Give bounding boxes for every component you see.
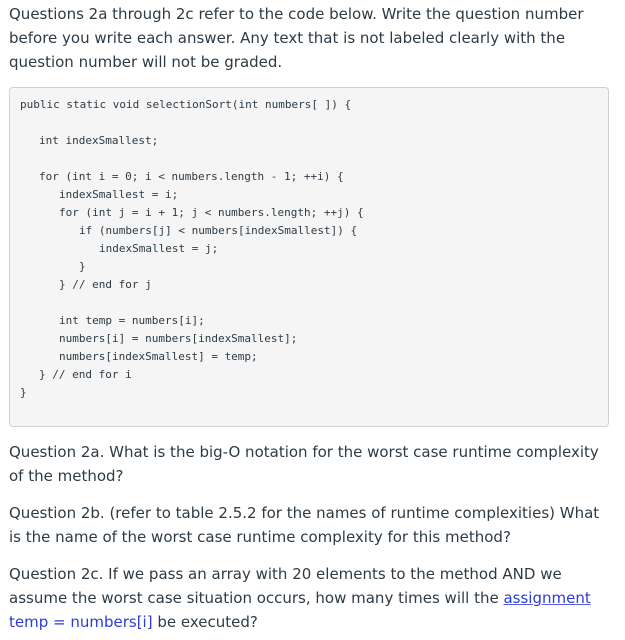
code-line: } // end for i xyxy=(39,368,132,381)
code-line: } xyxy=(79,260,86,273)
question-2b: Question 2b. (refer to table 2.5.2 for the names of runtime complexities) What is the name of the worst case runtime complexity for this method? xyxy=(9,504,600,546)
code-line: int indexSmallest; xyxy=(39,134,159,147)
code-line: } // end for j xyxy=(59,278,152,291)
code-line: numbers[i] = numbers[indexSmallest]; xyxy=(59,332,298,345)
code-block xyxy=(9,87,609,427)
code-line: numbers[indexSmallest] = temp; xyxy=(59,350,258,363)
code-line: for (int i = 0; i < numbers.length - 1; ++i) { xyxy=(39,170,344,183)
question-2c-end: be executed? xyxy=(152,613,258,631)
question-2c-text: Question 2c. If we pass an array with 20 elements to the method AND we assume the worst case situation occurs, how many times will the xyxy=(9,565,562,607)
code-line: indexSmallest = j; xyxy=(99,242,219,255)
question-2c xyxy=(9,562,615,634)
instructions-paragraph: Questions 2a through 2c refer to the code below. Write the question number before you write each answer. Any text that is not labeled clearly with the question number will not be graded. xyxy=(9,5,584,71)
assignment-link[interactable]: assignment xyxy=(503,589,591,607)
code-line: } xyxy=(20,386,27,399)
code-line: int temp = numbers[i]; xyxy=(59,314,205,327)
code-line: public static void selectionSort(int numbers[ ]) { xyxy=(20,98,352,111)
code-line: indexSmallest = i; xyxy=(59,188,179,201)
code-line: for (int j = i + 1; j < numbers.length; ++j) { xyxy=(59,206,364,219)
code-reference: temp = numbers[i] xyxy=(9,613,153,631)
code-line: if (numbers[j] < numbers[indexSmallest]) { xyxy=(79,224,358,237)
question-2a: Question 2a. What is the big-O notation for the worst case runtime complexity of the method? xyxy=(9,443,599,485)
